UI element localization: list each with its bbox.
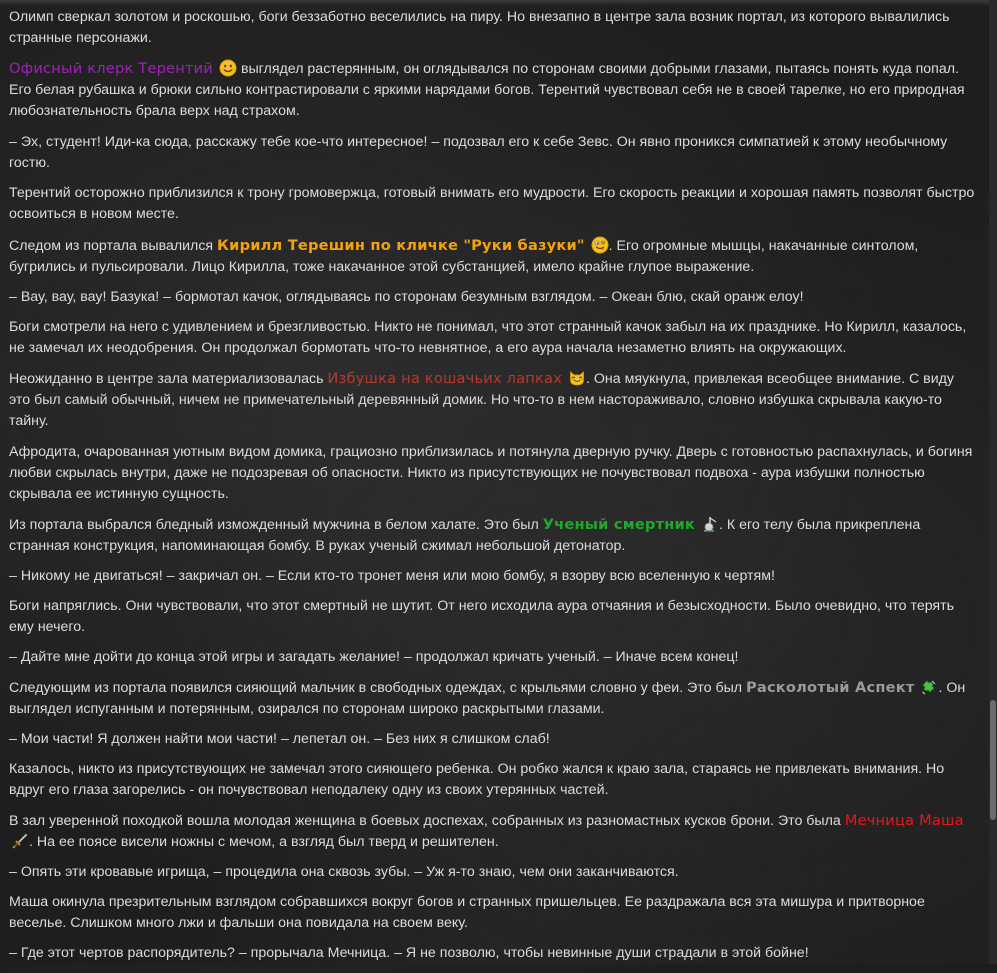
smiling-face-icon: [219, 59, 237, 77]
character-name-izbushka: Избушка на кошачьих лапках: [327, 370, 563, 387]
paragraph-15: – Мои части! Я должен найти мои части! – лепетал он. – Без них я слишком слаб!: [9, 731, 550, 747]
paragraph-7: Боги смотрели на него с удивлением и брезгливостью. Никто не понимал, что этот странный качок забыл на их празднике. Но Кирилл, казалось, не замечал их неодобрения. Он продолжал бормотать что-то невнятное, а его аура начала незаметно влиять на окружающих.: [9, 319, 967, 356]
paragraph-6: – Вау, вау, вау! Базука! – бормотал качок, оглядываясь по сторонам безумным взглядом. – Океан блю, скай оранж елоу!: [9, 289, 804, 305]
zany-face-icon: [591, 236, 609, 254]
vertical-scrollbar[interactable]: [989, 0, 997, 964]
paragraph-14: [9, 677, 975, 720]
paragraph-12: Боги напряглись. Они чувствовали, что этот смертный не шутит. От него исходила аура отчаяния и безысходности. Было очевидно, что терять ему нечего.: [9, 598, 955, 635]
paragraph-8-text: . Она мяукнула, привлекая всеобщее внимание. С виду это был самый обычный, ничем не примечательный деревянный домик. Но что-то в нем настораживало, словно избушка скрывала какую-то тайну.: [9, 371, 955, 429]
character-name-kirill: Кирилл Терешин по кличке "Руки базуки": [217, 237, 585, 254]
paragraph-8-lead: Неожиданно в центре зала материализовалась: [9, 371, 328, 387]
paragraph-17-text: . На ее поясе висели ножны с мечом, а взгляд был тверд и решителен.: [29, 834, 499, 850]
dagger-icon: [11, 832, 29, 850]
paragraph-18: – Опять эти кровавые игрища, – процедила она сквозь зубы. – Уж я-то знаю, чем они заканчиваются.: [9, 864, 679, 880]
paragraph-10-lead: Из портала выбрался бледный изможденный мужчина в белом халате. Это был: [9, 517, 543, 533]
paragraph-17-lead: В зал уверенной походкой вошла молодая женщина в боевых доспехах, собранных из разномастных кусков брони. Это была: [9, 813, 845, 829]
character-name-aspect: Расколотый Аспект: [746, 679, 915, 696]
character-name-masha: Мечница Маша: [844, 812, 964, 829]
paragraph-10: [9, 514, 975, 557]
scrollbar-thumb[interactable]: [990, 700, 996, 820]
paragraph-8: [9, 368, 975, 432]
paragraph-1: Олимп сверкал золотом и роскошью, боги беззаботно веселились на пиру. Но внезапно в центре зала возник портал, из которого вывалились странные персонажи.: [9, 9, 950, 46]
paragraph-20: – Где этот чертов распорядитель? – прорычала Мечница. – Я не позволю, чтобы невинные души страдали в этой бойне!: [9, 945, 809, 961]
paragraph-5-text: . Его огромные мышцы, накачанные синтолом, бугрились и пульсировали. Лицо Кирилла, тоже накачанное этой субстанцией, имело крайне глупое выражение.: [9, 238, 919, 275]
paragraph-2-text: выглядел растерянным, он оглядывался по сторонам своими добрыми глазами, пытаясь понять куда попал. Его белая рубашка и брюки сильно контрастировали с яркими нарядами богов. Терентий чувствовал себя не в своей тарелке, но его природная любознательность брала верх над страхом.: [9, 61, 965, 119]
paragraph-16: Казалось, никто из присутствующих не замечал этого сияющего ребенка. Он робко жался к краю зала, стараясь не привлекать внимания. Но вдруг его глаза загорелись - он почувствовал неподалеку одну из своих утерянных частей.: [9, 761, 945, 798]
puzzle-piece-icon: [920, 678, 938, 696]
paragraph-13: – Дайте мне дойти до конца этой игры и загадать желание! – продолжал кричать ученый. – Иначе всем конец!: [9, 649, 739, 665]
paragraph-2: [9, 58, 975, 122]
paragraph-5-lead: Следом из портала вывалился: [9, 238, 218, 254]
paragraph-3: – Эх, студент! Иди-ка сюда, расскажу тебе кое-что интересное! – подозвал его к себе Зевс. Он явно проникся симпатией к этому необычному гостю.: [9, 134, 948, 171]
paragraph-19: Маша окинула презрительным взглядом собравшихся вокруг богов и странных пришельцев. Ее раздражала вся эта мишура и притворное веселье. Слишком много лжи и фальши она повидала на своем веку.: [9, 894, 925, 931]
alembic-icon: [701, 515, 719, 533]
paragraph-14-text: . Он выглядел испуганным и потерянным, озирался по сторонам широко раскрытыми глазами.: [9, 680, 966, 717]
character-name-scientist: Ученый смертник: [542, 516, 696, 533]
paragraph-9: Афродита, очарованная уютным видом домика, грациозно приблизилась и потянула дверную ручку. Дверь с готовностью распахнулась, и богиня любви скрылась внутри, даже не подозревая об опасности. Никто из присутствующих не почувствовал подвоха - аура избушки полностью скрывала ее истинную сущность.: [9, 444, 973, 502]
paragraph-11: – Никому не двигаться! – закричал он. – Если кто-то тронет меня или мою бомбу, я взорву всю вселенную к чертям!: [9, 568, 775, 584]
paragraph-17: [9, 810, 975, 853]
paragraph-14-lead: Следующим из портала появился сияющий мальчик в свободных одеждах, с крыльями словно у феи. Это был: [9, 680, 746, 696]
paragraph-4: Терентий осторожно приблизился к трону громовержца, готовый внимать его мудрости. Его скорость реакции и хорошая память позволят быстро освоиться в новом месте.: [9, 185, 975, 222]
cat-face-icon: [568, 369, 586, 387]
paragraph-10-text: . К его телу была прикреплена странная конструкция, напоминающая бомбу. В руках ученый сжимал небольшой детонатор.: [9, 517, 921, 554]
paragraph-5: [9, 235, 975, 278]
character-name-clerk: Офисный клерк Терентий: [9, 60, 214, 77]
